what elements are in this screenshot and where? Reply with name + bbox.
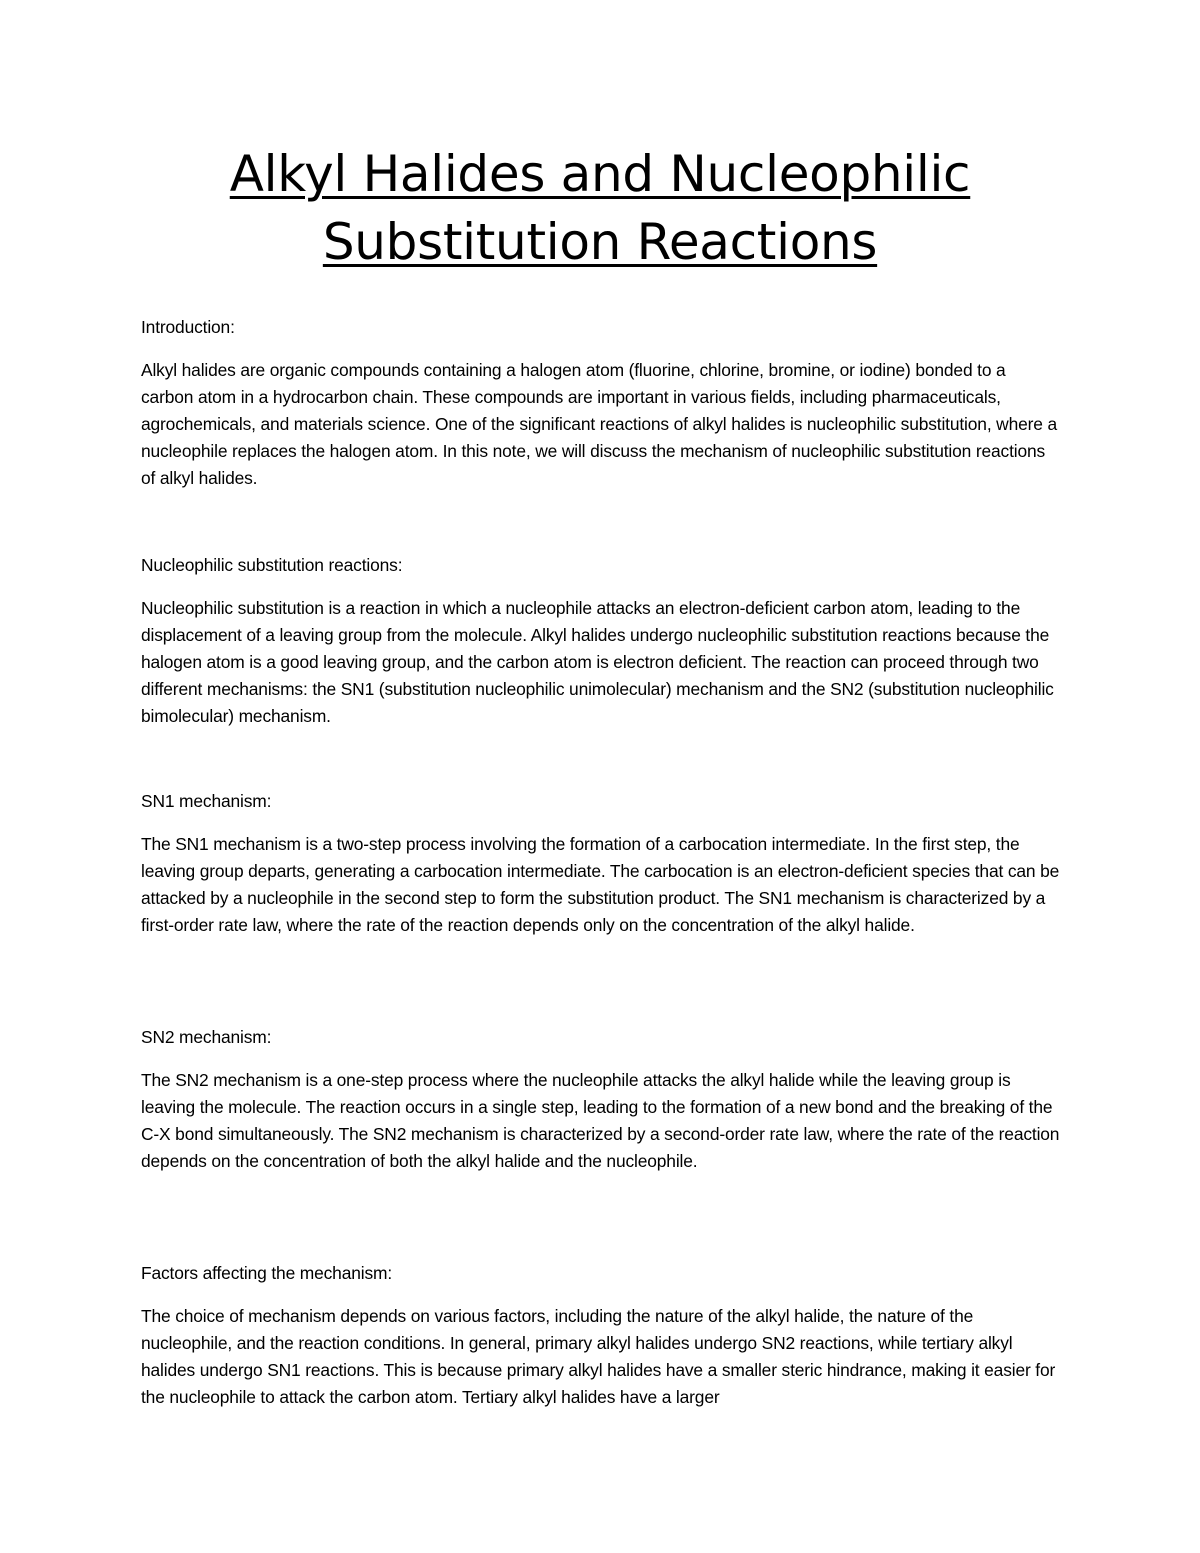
section-sn2-mechanism <box>141 1024 1061 1175</box>
section-paragraph: The choice of mechanism depends on various factors, including the nature of the alkyl halide, the nature of the nucleophile, and the reaction conditions. In general, primary alkyl halides undergo SN2 reactions, while tertiary alkyl halides undergo SN1 reactions. This is because primary alkyl halides have a smaller steric hindrance, making it easier for the nucleophile to attack the carbon atom. Tertiary alkyl halides have a larger <box>141 1306 1056 1408</box>
section-paragraph: The SN1 mechanism is a two-step process involving the formation of a carbocation intermediate. In the first step, the leaving group departs, generating a carbocation intermediate. The carbocation is an electron-deficient species that can be attacked by a nucleophile in the second step to form the substitution product. The SN1 mechanism is characterized by a first-order rate law, where the rate of the reaction depends only on the concentration of the alkyl halide. <box>141 834 1060 936</box>
section-heading: Factors affecting the mechanism: <box>141 1263 393 1283</box>
section-paragraph: Nucleophilic substitution is a reaction in which a nucleophile attacks an electron-deficient carbon atom, leading to the displacement of a leaving group from the molecule. Alkyl halides undergo nucleophilic substitution reactions because the halogen atom is a good leaving group, and the carbon atom is electron deficient. The reaction can proceed through two different mechanisms: the SN1 (substitution nucleophilic unimolecular) mechanism and the SN2 (substitution nucleophilic bimolecular) mechanism. <box>141 598 1054 727</box>
section-heading: SN2 mechanism: <box>141 1027 272 1047</box>
section-introduction <box>141 314 1061 493</box>
section-heading: Introduction: <box>141 317 235 337</box>
section-nucleophilic-substitution <box>141 552 1061 731</box>
section-factors <box>141 1260 1061 1411</box>
section-paragraph: The SN2 mechanism is a one-step process where the nucleophile attacks the alkyl halide while the leaving group is leaving the molecule. The reaction occurs in a single step, leading to the formation of a new bond and the breaking of the C-X bond simultaneously. The SN2 mechanism is characterized by a second-order rate law, where the rate of the reaction depends on the concentration of both the alkyl halide and the nucleophile. <box>141 1070 1060 1172</box>
document-title: Alkyl Halides and Nucleophilic Substitution Reactions <box>229 145 971 271</box>
section-sn1-mechanism <box>141 788 1061 939</box>
section-heading: Nucleophilic substitution reactions: <box>141 555 403 575</box>
section-paragraph: Alkyl halides are organic compounds containing a halogen atom (fluorine, chlorine, bromine, or iodine) bonded to a carbon atom in a hydrocarbon chain. These compounds are important in various fields, including pharmaceuticals, agrochemicals, and materials science. One of the significant reactions of alkyl halides is nucleophilic substitution, where a nucleophile replaces the halogen atom. In this note, we will discuss the mechanism of nucleophilic substitution reactions of alkyl halides. <box>141 360 1057 489</box>
section-heading: SN1 mechanism: <box>141 791 272 811</box>
